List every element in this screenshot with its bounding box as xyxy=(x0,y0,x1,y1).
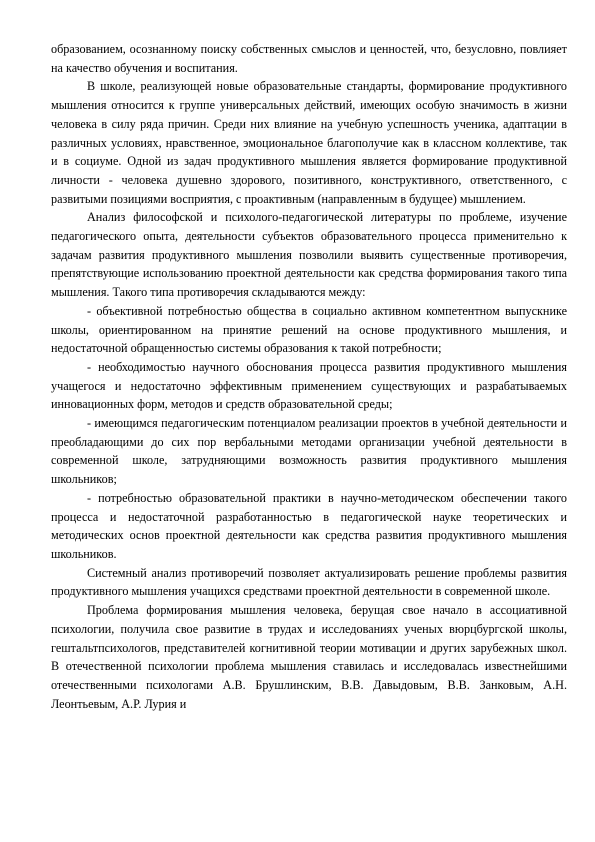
paragraph-analysis: Анализ философской и психолого-педагогической литературы по проблеме, изучение педагогического опыта, деятельности субъектов образовательного процесса применительно к задачам развития продуктивного мышления позволили выявить существенные противоречия, препятствующие использованию проектной деятельности как средства формирования такого типа мышления. Такого типа противоречия складываются между: xyxy=(51,210,567,300)
paragraph-school-standards: В школе, реализующей новые образовательные стандарты, формирование продуктивного мышления относится к группе универсальных действий, имеющих особую значимость в жизни человека в силу ряда причин. Среди них влияние на учебную успешность ученика, адаптации в различных условиях, нравственное, эмоциональное благополучие как в классном коллективе, так и в социуме. Одной из задач продуктивного мышления является формирование продуктивной личности - человека душевно здорового, позитивного, конструктивного, ответственного, с развитыми позициями восприятия, с проактивным (направленным в будущее) мышлением. xyxy=(51,79,567,206)
paragraph-problem-history: Проблема формирования мышления человека, берущая свое начало в ассоциативной психологии, получила свое развитие в трудах и исследованиях ученых вюрцбургской школы, гештальтпсихологов, представителей когнитивной теории мотивации и других зарубежных школ. В отечественной психологии проблема мышления ставилась и исследовалась известнейшими отечественными психологами А.В. Брушлинским, В.В. Давыдовым, В.В. Занковым, А.Н. Леонтьевым, А.Р. Лурия и xyxy=(51,603,567,711)
paragraph-continuation: образованием, осознанному поиску собственных смыслов и ценностей, что, безусловно, повлияет на качество обучения и воспитания. xyxy=(51,42,567,75)
list-item-contradiction-4: - потребностью образовательной практики в научно-методическом обеспечении такого процесса и недостаточной разработанностью в педагогической науке теоретических и методических основ проектной деятельности как средства развития продуктивного мышления школьников. xyxy=(51,490,567,561)
list-item-contradiction-3: - имеющимся педагогическим потенциалом реализации проектов в учебной деятельности и преобладающими до сих пор вербальными методами организации учебной деятельности в современной школе, затрудняющими возможность развития продуктивного мышления школьников; xyxy=(51,416,567,487)
list-item-contradiction-1: - объективной потребностью общества в социально активном компетентном выпускнике школы, ориентированном на принятие решений на основе продуктивного мышления, и недостаточной обращенностью системы образования к такой потребности; xyxy=(51,303,567,356)
list-item-contradiction-2: - необходимостью научного обоснования процесса развития продуктивного мышления учащегося и недостаточно эффективным применением существующих и разрабатываемых инновационных форм, методов и средств образовательной среды; xyxy=(51,359,567,412)
paragraph-system-analysis: Системный анализ противоречий позволяет актуализировать решение проблемы развития продуктивного мышления учащихся средствами проектной деятельности в современной школе. xyxy=(51,565,567,599)
document-page xyxy=(51,40,567,713)
